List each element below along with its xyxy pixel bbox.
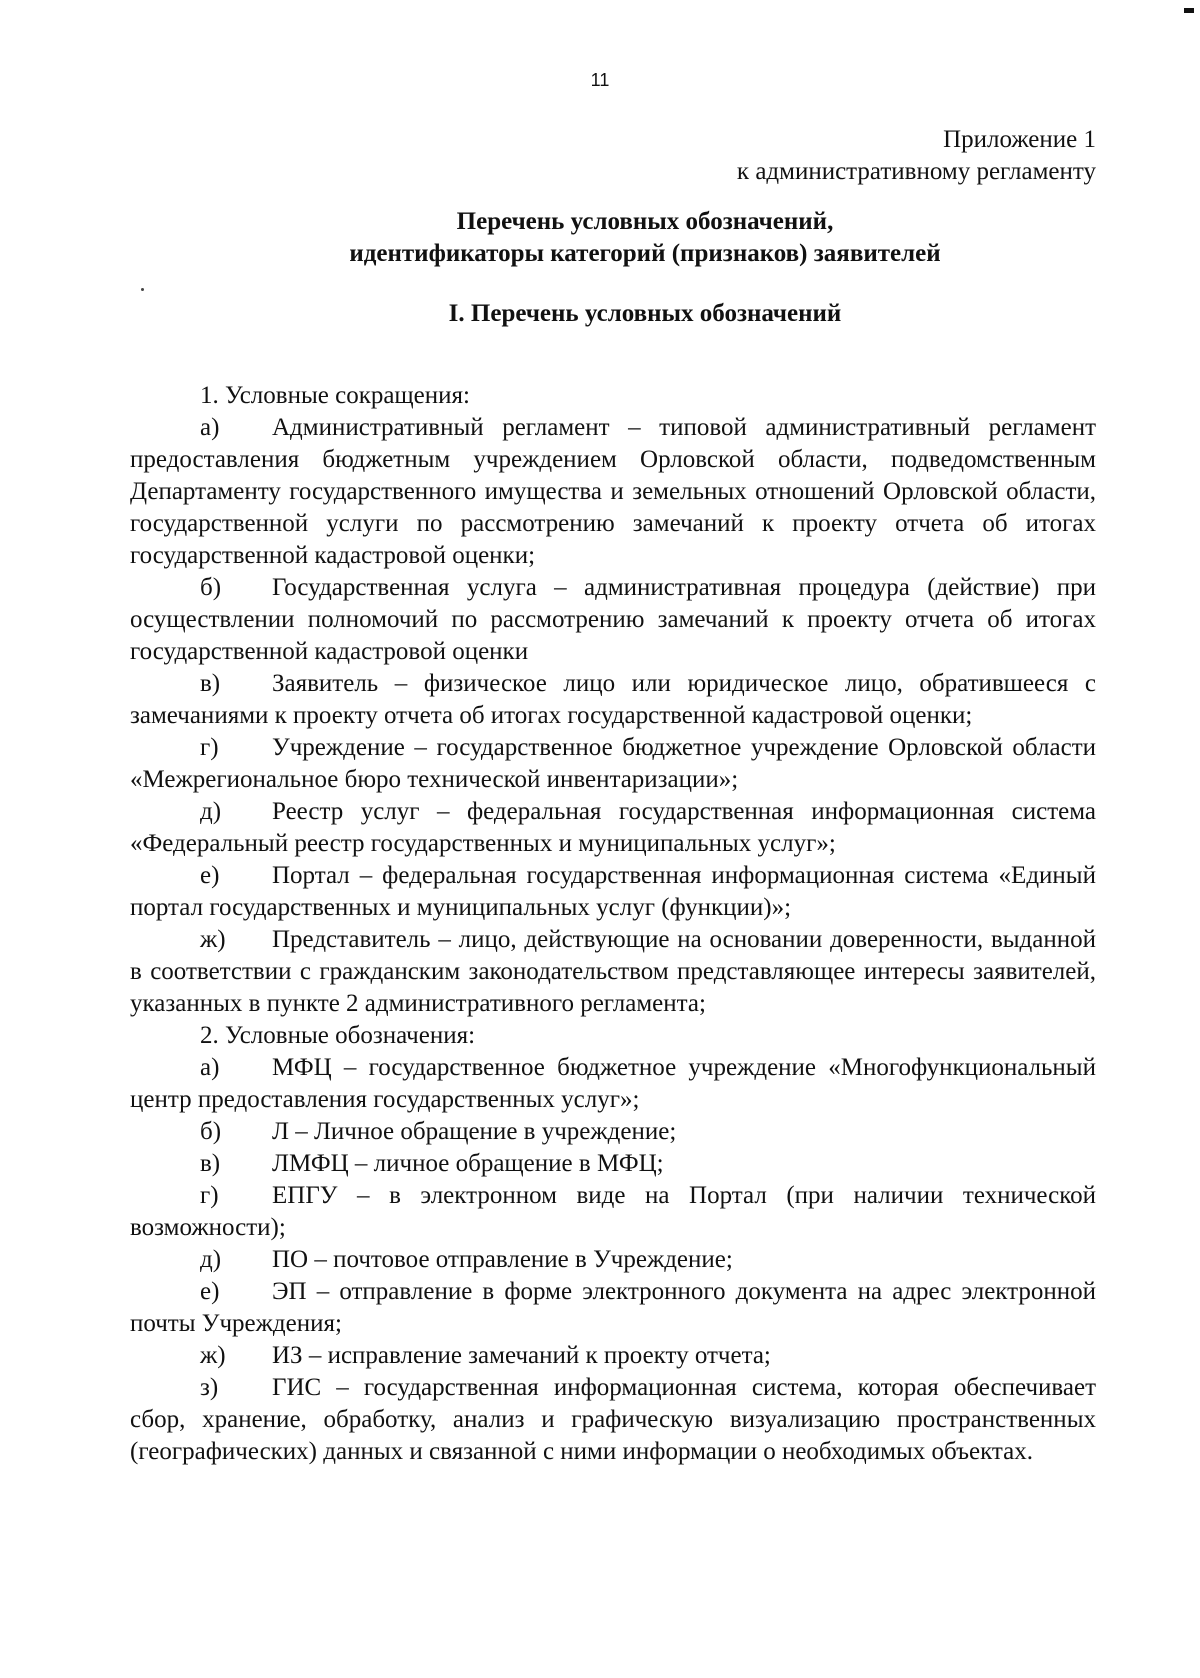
list-item (130, 572, 1096, 668)
item-text: ЭП – отправление в форме электронного документа на адрес электронной почты Учреждения; (130, 1278, 1096, 1337)
page-number: 11 (590, 70, 610, 90)
item-text: ГИС – государственная информационная система, которая обеспечивает сбор, хранение, обработку, анализ и графическую визуализацию пространственных (географических) данных и связанной с ними информации о необходимых объектах. (130, 1374, 1096, 1465)
item-marker: в) (200, 670, 221, 697)
item-text: Портал – федеральная государственная информационная система «Единый портал государственных и муниципальных услуг (функции)»; (130, 862, 1096, 921)
list-item (130, 1372, 1096, 1468)
item-marker: б) (200, 574, 222, 601)
item-text: МФЦ – государственное бюджетное учреждение «Многофункциональный центр предоставления государственных услуг»; (130, 1054, 1096, 1113)
list-item (130, 796, 1096, 860)
document-body (130, 380, 1096, 1468)
document-title (0, 206, 1200, 270)
item-text: ИЗ – исправление замечаний к проекту отчета; (272, 1342, 771, 1369)
item-text: Л – Личное обращение в учреждение; (272, 1118, 677, 1145)
item-marker: б) (200, 1118, 222, 1145)
item-marker: а) (200, 414, 220, 441)
section-1-heading: 1. Условные сокращения: (200, 382, 470, 409)
item-text: Реестр услуг – федеральная государственная информационная система «Федеральный реестр государственных и муниципальных услуг»; (130, 798, 1096, 857)
scan-speck (141, 288, 144, 291)
appendix-line-1: Приложение 1 (943, 126, 1096, 153)
item-marker: д) (200, 798, 222, 825)
list-item (130, 1052, 1096, 1116)
item-marker: д) (200, 1246, 222, 1273)
list-item (130, 668, 1096, 732)
list-item (130, 732, 1096, 796)
item-text: ЕПГУ – в электронном виде на Портал (при наличии технической возможности); (130, 1182, 1096, 1241)
item-marker: г) (200, 734, 219, 761)
list-item (130, 1116, 1096, 1148)
item-text: Представитель – лицо, действующие на основании доверенности, выданной в соответствии с гражданским законодательством представляющее интересы заявителей, указанных в пункте 2 административного регламента; (130, 926, 1096, 1017)
item-text: Заявитель – физическое лицо или юридическое лицо, обратившееся с замечаниями к проекту отчета об итогах государственной кадастровой оценки; (130, 670, 1096, 729)
list-item (130, 1276, 1096, 1340)
list-item (130, 1180, 1096, 1244)
item-text: Государственная услуга – административная процедура (действие) при осуществлении полномочий по рассмотрению замечаний к проекту отчета об итогах государственной кадастровой оценки (130, 574, 1096, 665)
title-line-1: Перечень условных обозначений, (456, 208, 834, 235)
list-item (130, 412, 1096, 572)
list-item (130, 924, 1096, 1020)
item-marker: з) (200, 1374, 219, 1401)
appendix-line-2: к административному регламенту (736, 158, 1096, 185)
section-heading: I. Перечень условных обозначений (448, 300, 842, 327)
item-text: ЛМФЦ – личное обращение в МФЦ; (272, 1150, 664, 1177)
item-marker: в) (200, 1150, 221, 1177)
item-marker: г) (200, 1182, 219, 1209)
item-marker: а) (200, 1054, 220, 1081)
list-item (130, 1244, 1096, 1276)
scan-edge-mark (1184, 8, 1194, 13)
item-marker: ж) (200, 926, 226, 953)
section-2-heading: 2. Условные обозначения: (200, 1022, 476, 1049)
item-text: Учреждение – государственное бюджетное учреждение Орловской области «Межрегиональное бюро технической инвентаризации»; (130, 734, 1096, 793)
item-text: Административный регламент – типовой административный регламент предоставления бюджетным учреждением Орловской области, подведомственным Департаменту государственного имущества и земельных отношений Орловской области, государственной услуги по рассмотрению замечаний к проекту отчета об итогах государственной кадастровой оценки; (130, 414, 1096, 569)
item-marker: е) (200, 1278, 220, 1305)
item-marker: ж) (200, 1342, 226, 1369)
list-item (130, 860, 1096, 924)
item-text: ПО – почтовое отправление в Учреждение; (272, 1246, 733, 1273)
appendix-reference (737, 124, 1096, 188)
item-marker: е) (200, 862, 220, 889)
list-item (130, 1340, 1096, 1372)
list-item (130, 1148, 1096, 1180)
title-line-2: идентификаторы категорий (признаков) заявителей (349, 240, 941, 267)
